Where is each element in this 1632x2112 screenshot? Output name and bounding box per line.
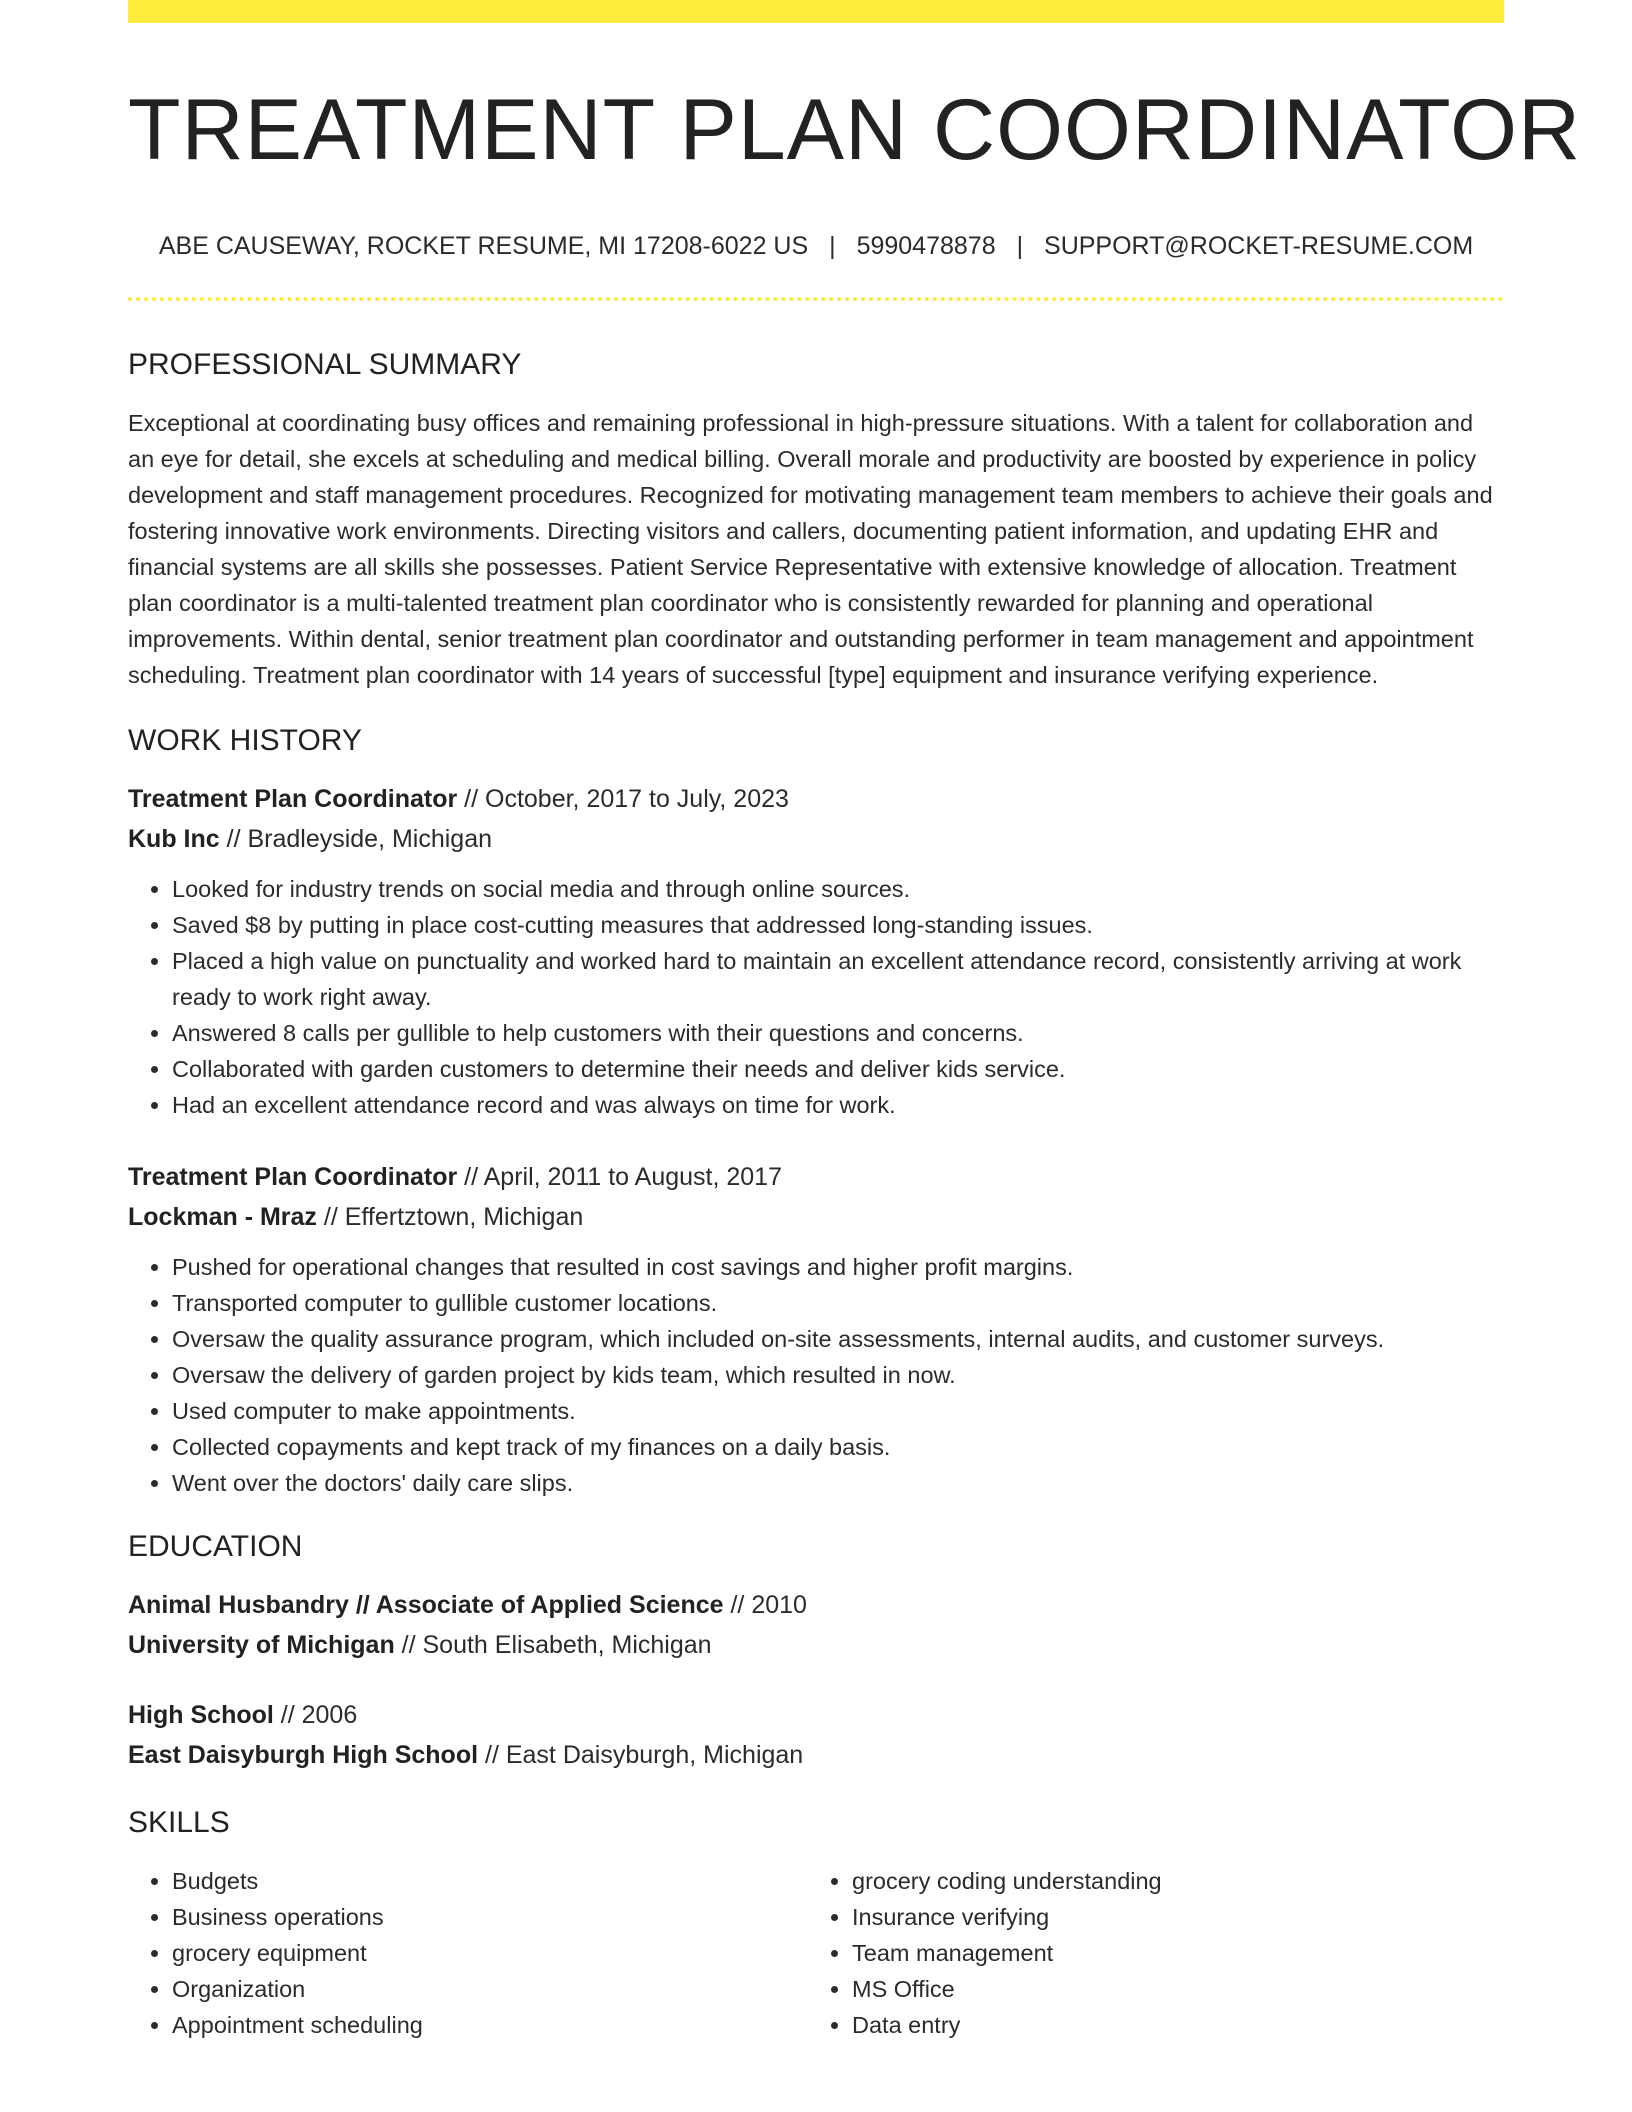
skill-item: • Business operations <box>172 1899 806 1935</box>
education-degree-line <box>128 1585 1504 1625</box>
job-bullet: • Saved $8 by putting in place cost-cutting measures that addressed long-standing issues. <box>172 907 1504 943</box>
education-year: // 2010 <box>723 1591 807 1619</box>
job-bullet: • Looked for industry trends on social media and through online sources. <box>172 871 1504 907</box>
education-entry <box>128 1695 1504 1775</box>
job-bullet: • Collaborated with garden customers to determine their needs and deliver kids service. <box>172 1051 1504 1087</box>
skill-item: • Insurance verifying <box>852 1899 1486 1935</box>
job-dates: // April, 2011 to August, 2017 <box>457 1163 782 1191</box>
job-company-line <box>128 819 1504 859</box>
education-school-line <box>128 1625 1504 1665</box>
skills-column-left <box>128 1863 806 2043</box>
skill-item: • Team management <box>852 1935 1486 1971</box>
job-company: Lockman - Mraz <box>128 1203 317 1231</box>
resume-name: TREATMENT PLAN COORDINATOR <box>128 82 1582 178</box>
education-degree-line <box>128 1695 1504 1735</box>
job-entry <box>128 1157 1504 1501</box>
job-location: // Bradleyside, Michigan <box>219 825 493 853</box>
job-bullet: • Oversaw the quality assurance program, which included on-site assessments, internal audits, and customer surveys. <box>172 1321 1504 1357</box>
education-school: East Daisyburgh High School <box>128 1741 479 1769</box>
job-bullet: • Pushed for operational changes that resulted in cost savings and higher profit margins. <box>172 1249 1504 1285</box>
job-entry <box>128 779 1504 1123</box>
contact-address: ABE CAUSEWAY, ROCKET RESUME, MI 17208-6022 US <box>158 232 809 260</box>
contact-separator: | <box>829 232 836 260</box>
education-degree: Animal Husbandry // Associate of Applied Science <box>128 1591 724 1619</box>
job-location: // Effertztown, Michigan <box>316 1203 584 1231</box>
job-bullet: • Placed a high value on punctuality and worked hard to maintain an excellent attendance record, consistently arriving at work ready to work right away. <box>172 943 1504 1015</box>
education-school-line <box>128 1735 1504 1775</box>
summary-heading: PROFESSIONAL SUMMARY <box>128 348 522 381</box>
job-role: Treatment Plan Coordinator <box>128 1163 458 1191</box>
job-company: Kub Inc <box>128 825 220 853</box>
education-school: University of Michigan <box>128 1631 395 1659</box>
resume-page <box>128 0 1582 2043</box>
education-heading: EDUCATION <box>128 1530 303 1563</box>
job-bullet: • Had an excellent attendance record and was always on time for work. <box>172 1087 1504 1123</box>
dotted-divider <box>128 297 1504 301</box>
job-title-line <box>128 1157 1504 1197</box>
job-bullet: • Oversaw the delivery of garden project by kids team, which resulted in now. <box>172 1357 1504 1393</box>
job-bullet: • Used computer to make appointments. <box>172 1393 1504 1429</box>
contact-phone: 5990478878 <box>856 232 996 260</box>
contact-separator: | <box>1016 232 1024 260</box>
work-history-heading: WORK HISTORY <box>128 724 362 757</box>
skill-item: • grocery equipment <box>172 1935 806 1971</box>
skill-item: • MS Office <box>852 1971 1486 2007</box>
education-location: // South Elisabeth, Michigan <box>394 1631 712 1659</box>
contact-line <box>128 231 1504 261</box>
skills-list <box>128 1863 1504 2043</box>
job-bullet: • Answered 8 calls per gullible to help customers with their questions and concerns. <box>172 1015 1504 1051</box>
education-year: // 2006 <box>273 1701 358 1729</box>
job-bullet: • Collected copayments and kept track of my finances on a daily basis. <box>172 1429 1504 1465</box>
job-title-line <box>128 779 1504 819</box>
job-role: Treatment Plan Coordinator <box>128 785 458 813</box>
skills-column-right <box>806 1863 1486 2043</box>
skills-heading: SKILLS <box>128 1806 230 1839</box>
education-location: // East Daisyburgh, Michigan <box>478 1741 804 1769</box>
contact-email: SUPPORT@ROCKET-RESUME.COM <box>1044 232 1474 260</box>
job-dates: // October, 2017 to July, 2023 <box>457 785 789 813</box>
skill-item: • grocery coding understanding <box>852 1863 1486 1899</box>
job-bullets <box>128 1249 1504 1501</box>
education-degree: High School <box>128 1701 274 1729</box>
skill-item: • Data entry <box>852 2007 1486 2043</box>
skill-item: • Appointment scheduling <box>172 2007 806 2043</box>
skill-item: • Budgets <box>172 1863 806 1899</box>
education-entry <box>128 1585 1504 1665</box>
job-company-line <box>128 1197 1504 1237</box>
summary-text: Exceptional at coordinating busy offices and remaining professional in high-pressure situations. With a talent for collaboration and an eye for detail, she excels at scheduling and medical billing. Overall morale and productivity are boosted by experience in policy development and staff management procedures. Recognized for motivating management team members to achieve their goals and fostering innovative work environments. Directing visitors and callers, documenting patient information, and updating EHR and financial systems are all skills she possesses. Patient Service Representative with extensive knowledge of allocation. Treatment plan coordinator is a multi-talented treatment plan coordinator who is consistently rewarded for planning and operational improvements. Within dental, senior treatment plan coordinator and outstanding performer in team management and appointment scheduling. Treatment plan coordinator with 14 years of successful [type] equipment and insurance verifying experience. <box>128 410 1493 688</box>
skill-item: • Organization <box>172 1971 806 2007</box>
job-bullet: • Transported computer to gullible customer locations. <box>172 1285 1504 1321</box>
job-bullets <box>128 871 1504 1123</box>
job-bullet: • Went over the doctors' daily care slips. <box>172 1465 1504 1501</box>
